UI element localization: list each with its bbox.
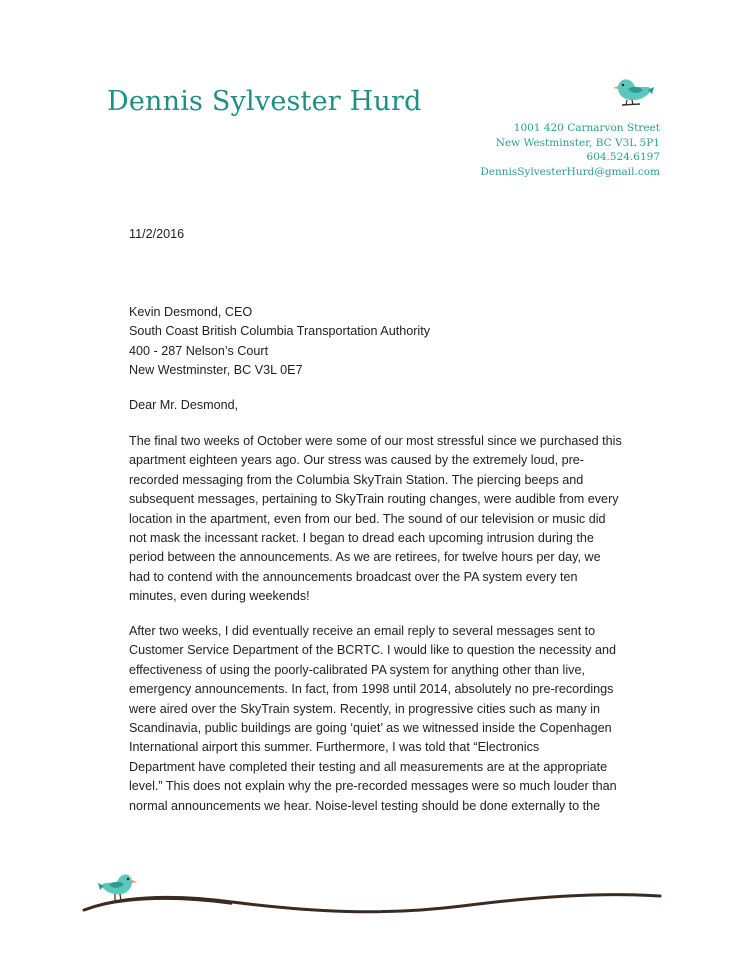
- paragraph-line: normal announcements we hear. Noise-level testing should be done externally to the: [129, 798, 601, 813]
- paragraph-line: effectiveness of using the poorly-calibrated PA system for anything other than live,: [129, 662, 585, 677]
- paragraph-line: Scandinavia, public buildings are going ‘quiet’ as we witnessed inside the Copenhagen: [129, 721, 612, 736]
- letter-date: 11/2/2016: [129, 227, 185, 241]
- paragraph-line: subsequent messages, pertaining to SkyTrain routing changes, were audible from every: [129, 492, 619, 507]
- paragraph-line: The final two weeks of October were some of our most stressful since we purchased this: [129, 434, 622, 448]
- letterhead-name: Dennis Sylvester Hurd: [107, 86, 422, 117]
- paragraph-line: had to contend with the announcements broadcast over the PA system every ten: [129, 569, 578, 584]
- salutation: Dear Mr. Desmond,: [129, 398, 239, 412]
- recipient-line: 400 - 287 Nelson’s Court: [129, 343, 269, 358]
- paragraph-line: International airport this summer. Furthermore, I was told that “Electronics: [129, 740, 540, 755]
- paragraph-line: After two weeks, I did eventually receive an email reply to several messages sent to: [129, 624, 596, 638]
- paragraph-line: recorded messaging from the Columbia SkyTrain Station. The piercing beeps and: [129, 472, 584, 487]
- body-paragraph-2: [129, 622, 649, 816]
- recipient-block: [129, 303, 430, 381]
- bird-on-branch-icon: [82, 866, 662, 920]
- bird-icon: [612, 74, 654, 106]
- address-street: 1001 420 Carnarvon Street: [513, 122, 660, 134]
- paragraph-line: Department have completed their testing and all measurements are at the appropriate: [129, 759, 608, 774]
- paragraph-line: level.” This does not explain why the pre-recorded messages were so much louder than: [129, 779, 617, 794]
- address-phone: 604.524.6197: [586, 151, 660, 164]
- address-email: DennisSylvesterHurd@gmail.com: [480, 166, 660, 179]
- paragraph-line: minutes, even during weekends!: [129, 589, 310, 604]
- letterhead-address: [480, 121, 660, 180]
- recipient-line: New Westminster, BC V3L 0E7: [129, 363, 303, 378]
- paragraph-line: emergency announcements. In fact, from 1998 until 2014, absolutely no pre-recordings: [129, 682, 614, 697]
- paragraph-line: apartment eighteen years ago. Our stress was caused by the extremely loud, pre-: [129, 453, 585, 468]
- paragraph-line: Customer Service Department of the BCRTC. I would like to question the necessity and: [129, 643, 616, 658]
- recipient-line: Kevin Desmond, CEO: [129, 305, 253, 319]
- paragraph-line: period between the announcements. As we are retirees, for twelve hours per day, we: [129, 550, 601, 565]
- paragraph-line: location in the apartment, even from our bed. The sound of our television or music did: [129, 511, 606, 526]
- recipient-line: South Coast British Columbia Transportation Authority: [129, 324, 431, 339]
- address-city: New Westminster, BC V3L 5P1: [495, 136, 660, 149]
- paragraph-line: were aired over the SkyTrain system. Recently, in progressive cities such as many in: [129, 701, 601, 716]
- body-paragraph-1: [129, 432, 649, 607]
- paragraph-line: not mask the incessant racket. I began to dread each upcoming intrusion during the: [129, 531, 594, 546]
